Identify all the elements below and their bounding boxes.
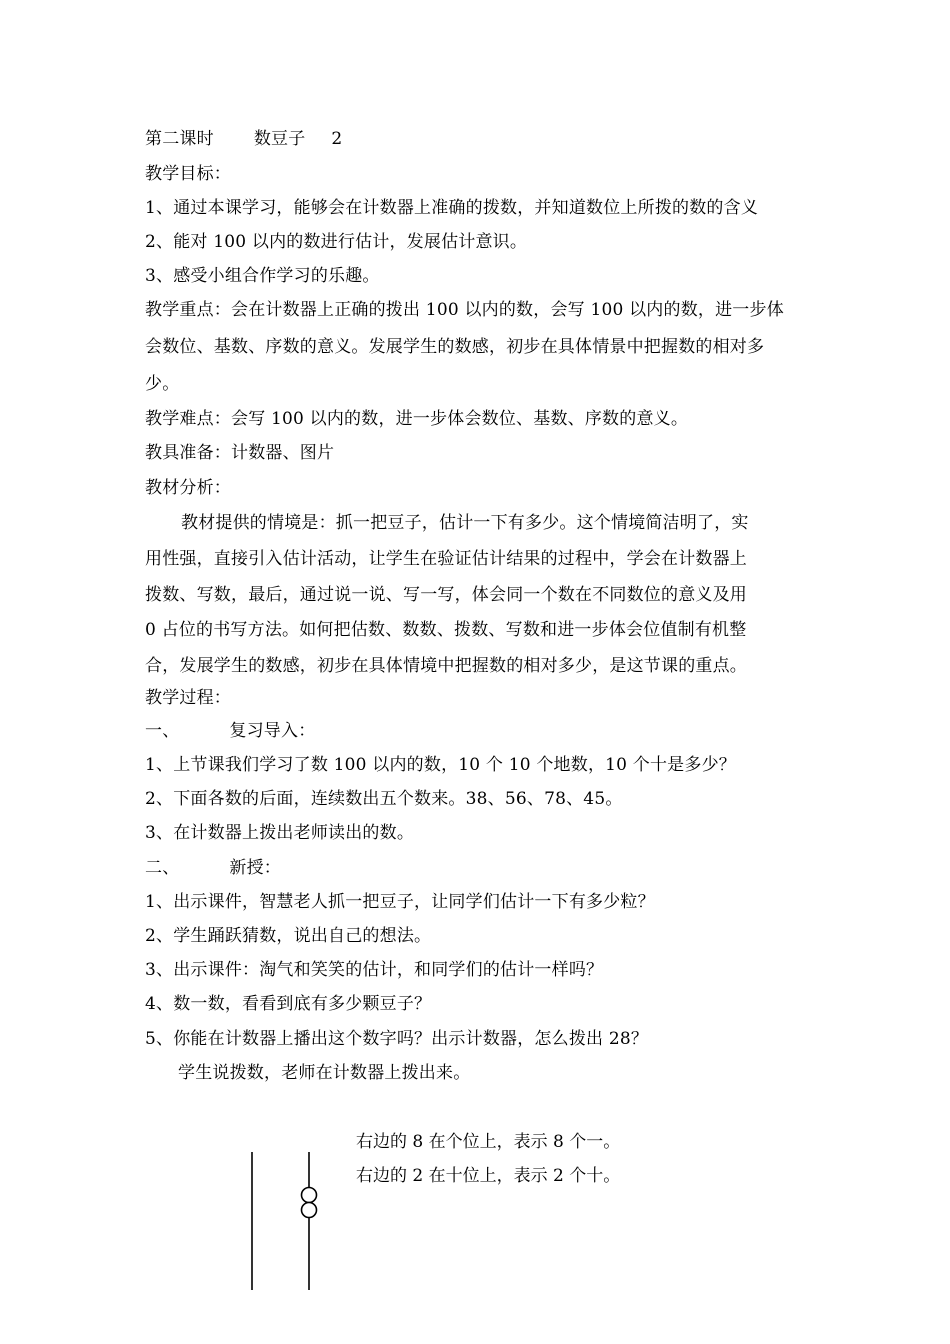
key-points-line-1: 教学重点：会在计数器上正确的拨出 100 以内的数，会写 100 以内的数，进一步体 xyxy=(145,300,784,320)
goal-item-2: 2、能对 100 以内的数进行估计，发展估计意识。 xyxy=(145,232,528,252)
analysis-line-4: 0 占位的书写方法。如何把估数、数数、拨数、写数和进一步体会位值制有机整 xyxy=(145,620,747,640)
analysis-line-3: 拨数、写数，最后，通过说一说、写一写，体会同一个数在不同数位的意义及用 xyxy=(145,585,747,605)
section-2-title: 新授： xyxy=(229,858,282,878)
goals-heading: 教学目标： xyxy=(145,164,231,184)
goal-item-1: 1、通过本课学习，能够会在计数器上准确的拨数，并知道数位上所拨的数的含义 xyxy=(145,198,759,218)
section-2-item-2: 2、学生踊跃猜数，说出自己的想法。 xyxy=(145,926,432,946)
section-1-item-3: 3、在计数器上拨出老师读出的数。 xyxy=(145,823,415,843)
counting-frame-diagram xyxy=(240,1148,330,1298)
section-1-title: 复习导入： xyxy=(229,721,316,741)
section-2-note: 学生说拨数，老师在计数器上拨出来。 xyxy=(178,1063,471,1083)
lesson-title xyxy=(145,128,342,150)
section-2-item-1: 1、出示课件，智慧老人抓一把豆子，让同学们估计一下有多少粒？ xyxy=(145,892,655,912)
section-1-number: 一、 xyxy=(145,721,180,741)
abacus-note-tens: 右边的 2 在十位上，表示 2 个十。 xyxy=(356,1166,621,1186)
goal-item-3: 3、感受小组合作学习的乐趣。 xyxy=(145,266,380,286)
bead-upper xyxy=(302,1188,317,1203)
key-points-line-2: 会数位、基数、序数的意义。发展学生的数感，初步在具体情景中把握数的相对多 xyxy=(145,337,765,357)
lesson-number: 第二课时 xyxy=(145,129,214,149)
process-heading: 教学过程： xyxy=(145,688,231,708)
difficulty-text: 教学难点：会写 100 以内的数，进一步体会数位、基数、序数的意义。 xyxy=(145,409,689,429)
lesson-topic: 数豆子 xyxy=(253,129,306,149)
analysis-line-5: 合，发展学生的数感，初步在具体情境中把握数的相对多少，是这节课的重点。 xyxy=(145,656,747,676)
section-1-heading xyxy=(145,720,315,742)
section-1-item-2: 2、下面各数的后面，连续数出五个数来。38、56、78、45。 xyxy=(145,789,623,809)
materials-text: 教具准备：计数器、图片 xyxy=(145,443,335,463)
bead-lower xyxy=(302,1203,317,1218)
key-points-line-3: 少。 xyxy=(145,374,180,394)
analysis-heading: 教材分析： xyxy=(145,478,231,498)
section-1-item-1: 1、上节课我们学习了数 100 以内的数，10 个 10 个地数，10 个十是多少？ xyxy=(145,755,736,775)
section-2-item-3: 3、出示课件：淘气和笑笑的估计，和同学们的估计一样吗？ xyxy=(145,960,604,980)
section-2-heading xyxy=(145,857,281,879)
lesson-index: 2 xyxy=(331,129,343,149)
section-2-item-5: 5、你能在计数器上播出这个数字吗？出示计数器，怎么拨出 28？ xyxy=(145,1029,649,1049)
analysis-line-1: 教材提供的情境是：抓一把豆子，估计一下有多少。这个情境简洁明了，实 xyxy=(181,513,749,533)
section-2-item-4: 4、数一数，看看到底有多少颗豆子？ xyxy=(145,994,432,1014)
analysis-line-2: 用性强，直接引入估计活动，让学生在验证估计结果的过程中，学会在计数器上 xyxy=(145,549,747,569)
abacus-note-ones: 右边的 8 在个位上，表示 8 个一。 xyxy=(356,1132,621,1152)
section-2-number: 二、 xyxy=(145,858,180,878)
